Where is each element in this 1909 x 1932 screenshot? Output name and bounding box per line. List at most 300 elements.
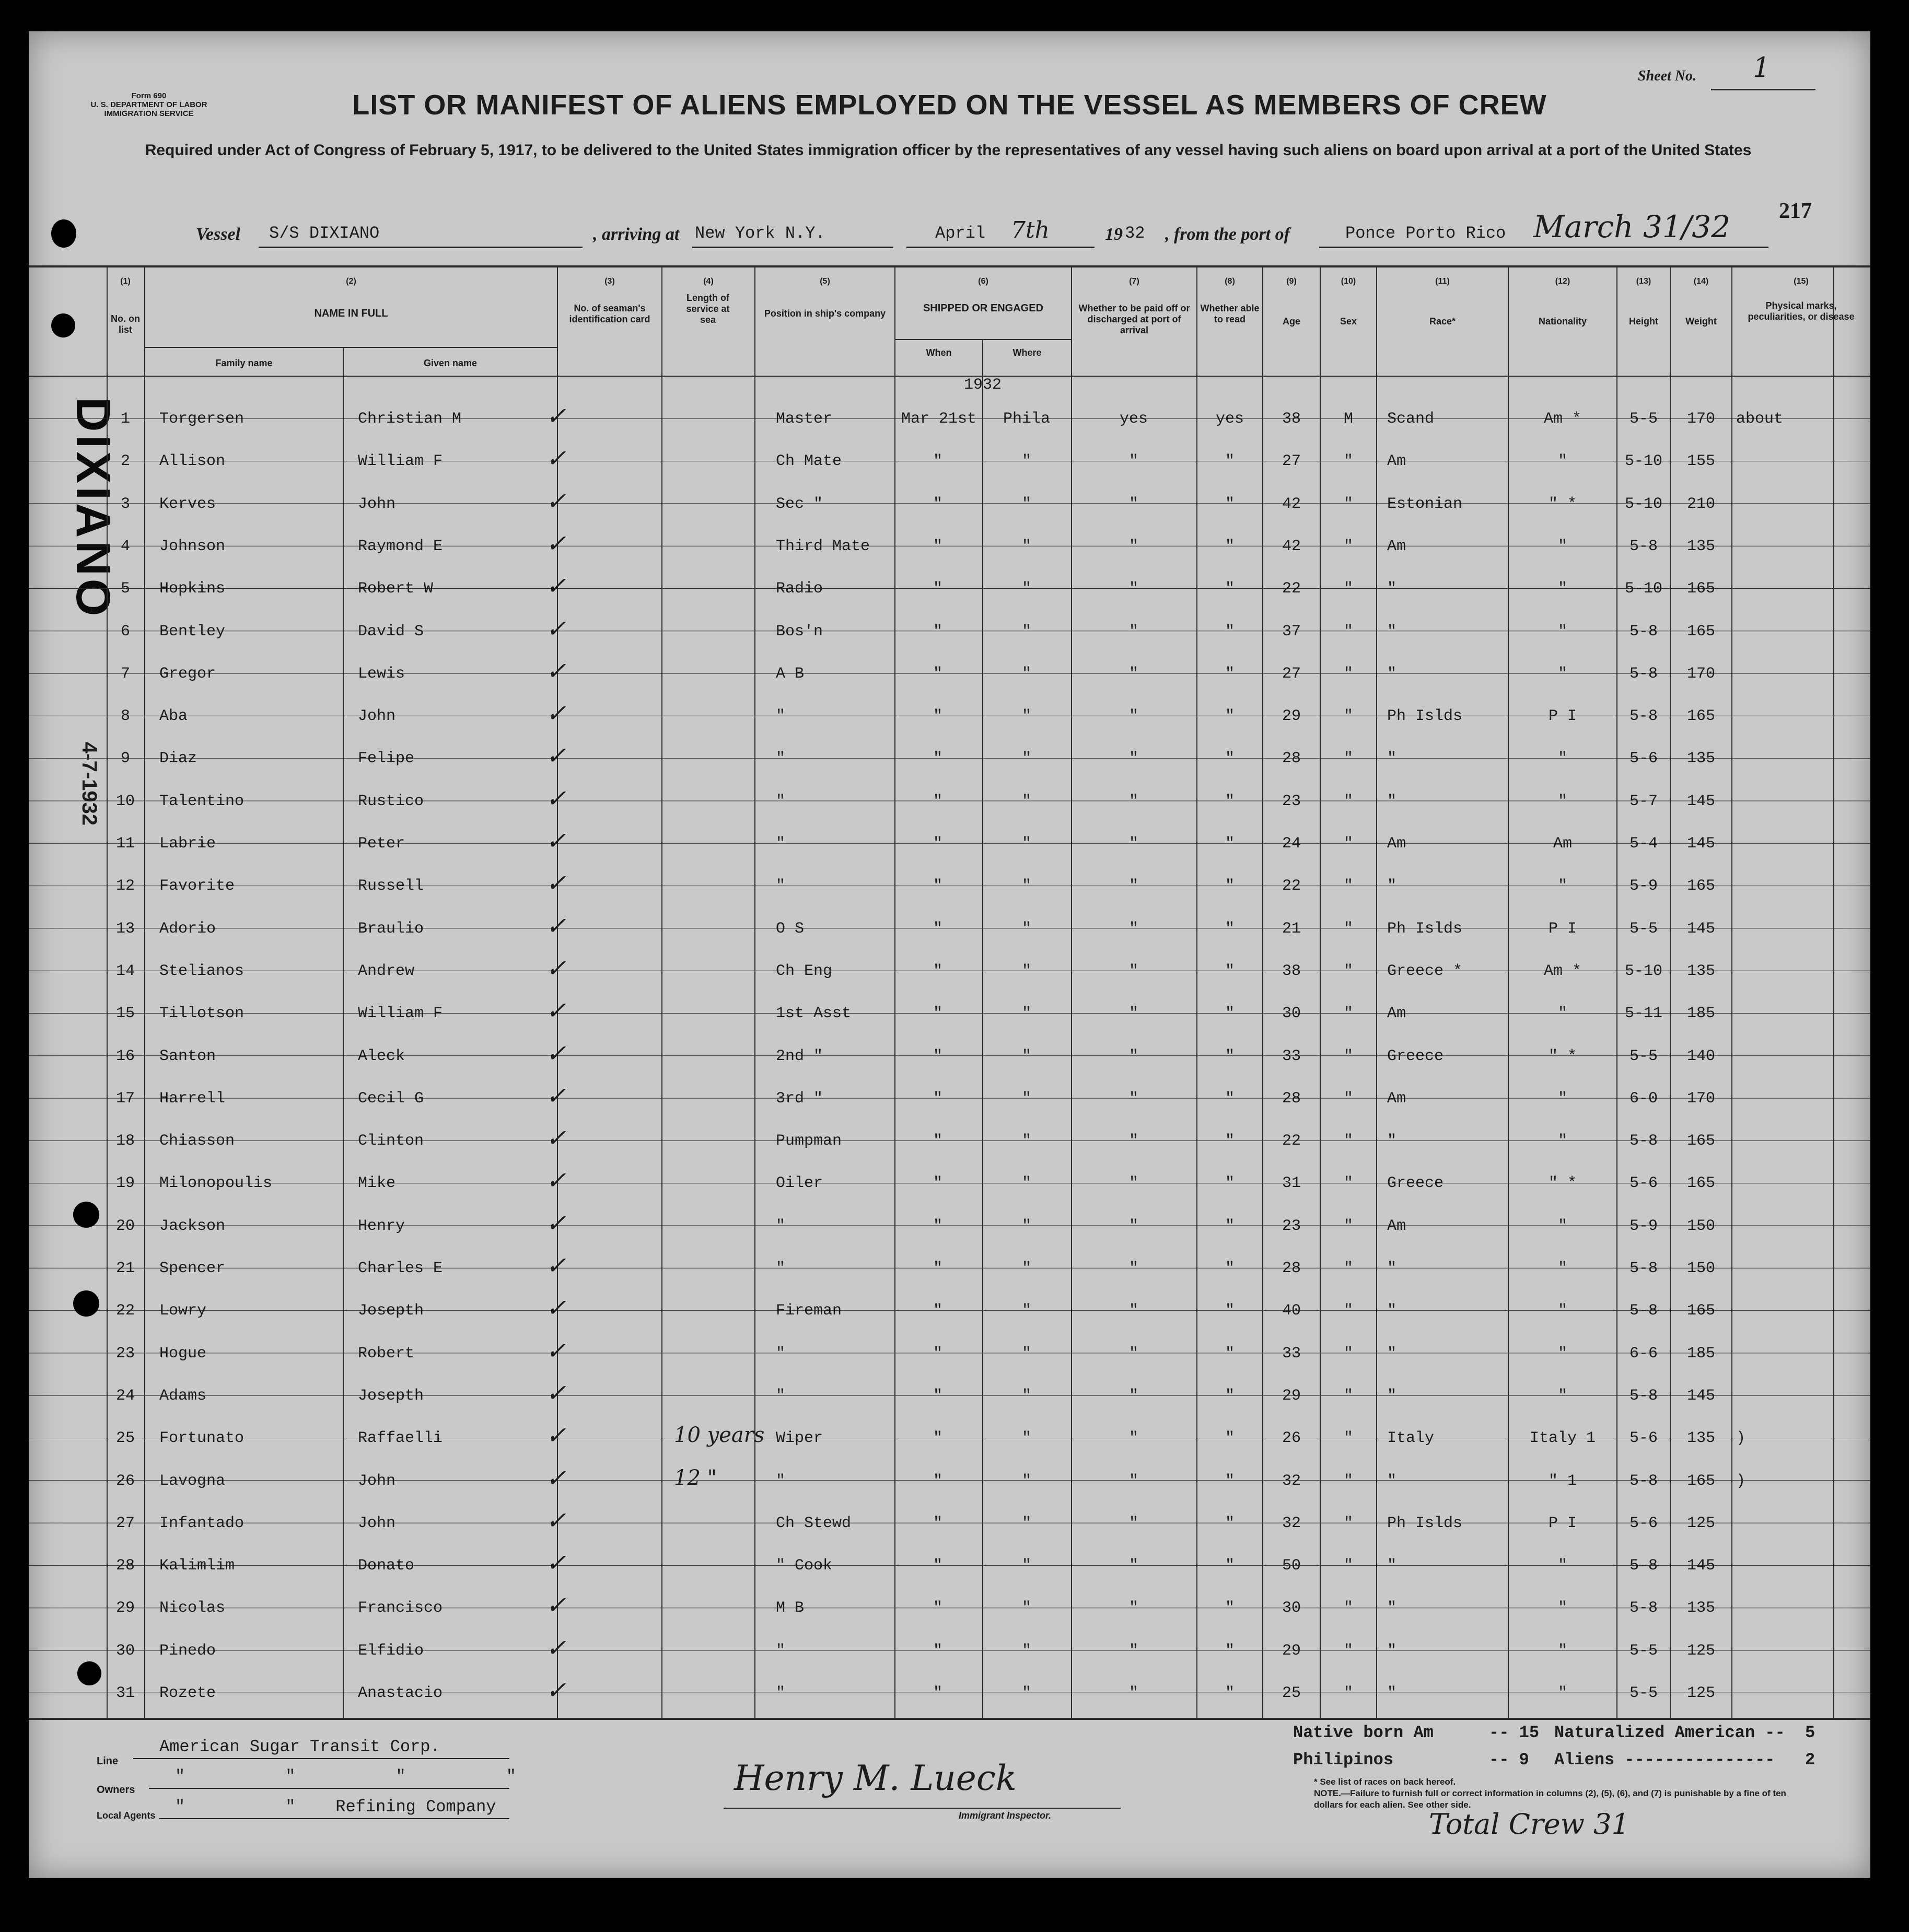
cell-race: Italy [1387,1429,1435,1448]
cell-read: " [1225,495,1235,513]
cell-weight: 165 [1686,1174,1715,1193]
cell-paid: " [1128,1132,1138,1150]
cell-weight: 125 [1686,1684,1715,1702]
cell-given: Donato [358,1557,415,1575]
check-mark-icon: ✓ [546,869,566,898]
cell-when: " [933,962,942,980]
cell-where: " [1021,750,1031,768]
cell-read: " [1225,1599,1235,1617]
cell-where: " [1021,1684,1031,1702]
cell-nat: " [1557,537,1567,555]
cell-position: " [776,1217,786,1235]
cell-where: " [1021,537,1031,555]
cell-age: 37 [1282,622,1301,641]
cell-no: 29 [115,1599,135,1617]
cell-given: David S [358,622,424,641]
header-id-card: No. of seaman's identification card [569,303,650,324]
cell-given: Russell [358,877,424,895]
cell-family: Torgersen [159,410,245,428]
from-port: Ponce Porto Rico [1345,224,1506,243]
cell-race: Am [1387,1089,1406,1108]
stamp-number: 217 [1779,199,1812,223]
cell-weight: 145 [1686,920,1715,938]
cell-when: " [933,1344,942,1363]
cell-race: " [1387,1642,1397,1660]
cell-race: Greece [1387,1174,1444,1193]
cell-age: 32 [1282,1514,1301,1532]
cell-family: Aba [159,707,188,726]
check-mark-icon: ✓ [546,1294,566,1322]
cell-where: " [1021,495,1031,513]
cell-when: " [933,665,942,683]
cell-nat: P I [1548,920,1577,938]
cell-where: " [1021,1302,1031,1320]
check-mark-icon: ✓ [546,656,566,685]
cell-family: Allison [159,452,226,471]
cell-height: 5-5 [1629,1684,1658,1702]
cell-age: 29 [1282,1387,1301,1405]
owners-rule [149,1788,509,1789]
cell-where: " [1021,835,1031,853]
summary-aliens-count: 2 [1805,1750,1815,1770]
side-date: 4-7-1932 [78,742,101,826]
cell-age: 40 [1282,1302,1301,1320]
line-label: Line [97,1755,119,1767]
line-rule [133,1758,509,1759]
cell-weight: 125 [1686,1514,1715,1532]
cell-where: " [1021,1260,1031,1277]
cell-when: " [933,1472,942,1490]
cell-nat: " [1557,1089,1567,1108]
cell-sex: " [1343,1047,1353,1065]
cell-read: " [1225,1684,1235,1702]
check-mark-icon: ✓ [546,996,566,1025]
col-num-9: (9) [1286,277,1297,286]
cell-when: " [933,537,942,555]
check-mark-icon: ✓ [546,1081,566,1110]
cell-given: John [358,1514,396,1532]
cell-age: 23 [1282,1217,1301,1235]
cell-where: " [1021,792,1031,810]
check-mark-icon: ✓ [546,1124,566,1153]
owners-label: Owners [97,1784,135,1796]
cell-paid: " [1128,835,1138,853]
cell-height: 6-6 [1629,1344,1658,1363]
check-mark-icon: ✓ [546,1208,566,1237]
cell-sex: " [1343,707,1353,726]
cell-family: Milonopoulis [159,1174,273,1193]
col-num-10: (10) [1341,277,1356,286]
header-where: Where [1012,347,1042,358]
cell-height: 5-8 [1629,1599,1658,1617]
cell-nat: " [1557,1684,1567,1702]
cell-given: John [358,707,396,726]
cell-read: " [1225,1387,1235,1405]
cell-read: " [1225,1260,1235,1277]
cell-weight: 165 [1686,707,1715,726]
cell-race: Am [1387,452,1406,471]
cell-where: " [1021,1344,1031,1363]
cell-sex: " [1343,1514,1353,1532]
cell-paid: " [1128,1684,1138,1702]
cell-position: Sec " [776,495,823,513]
cell-given: Cecil G [358,1089,424,1108]
cell-nat: " [1557,665,1567,683]
year-note: 1932 [964,376,1002,394]
cell-when: " [933,877,942,895]
cell-weight: 170 [1686,1089,1715,1108]
cell-given: Mike [358,1174,396,1193]
cell-sex: " [1343,835,1353,853]
cell-no: 6 [120,622,130,641]
col-num-8: (8) [1225,277,1235,286]
cell-nat: " [1557,1557,1567,1575]
check-mark-icon: ✓ [546,953,566,982]
cell-weight: 185 [1686,1344,1715,1363]
cell-family: Infantado [159,1514,245,1532]
cell-family: Favorite [159,877,235,895]
cell-read: " [1225,1514,1235,1532]
binder-hole [51,313,75,337]
cell-position: " [776,1387,786,1405]
cell-age: 38 [1282,410,1301,428]
side-stamp: DIXIANO [66,397,120,620]
cell-position: O S [776,920,805,938]
cell-position: Ch Eng [776,962,833,980]
cell-nat: Am * [1543,962,1581,980]
cell-nat: " [1557,877,1567,895]
cell-age: 21 [1282,920,1301,938]
cell-race: Ph Islds [1387,707,1463,726]
cell-no: 11 [115,835,135,853]
department: U. S. DEPARTMENT OF LABOR [90,100,207,109]
cell-where: " [1021,452,1031,471]
cell-read: " [1225,580,1235,598]
cell-given: Henry [358,1217,405,1235]
cell-paid: " [1128,707,1138,726]
cell-height: 5-4 [1629,835,1658,853]
cell-where: " [1021,1089,1031,1108]
cell-age: 28 [1282,1260,1301,1277]
cell-race: " [1387,792,1397,810]
header-sex: Sex [1340,316,1357,327]
cell-given: Anastacio [358,1684,443,1702]
cell-read: " [1225,920,1235,938]
check-mark-icon: ✓ [546,827,566,855]
header-shipped-engaged: SHIPPED OR ENGAGED [923,302,1044,314]
cell-marks: ) [1736,1429,1746,1448]
cell-no: 14 [115,962,135,980]
cell-given: John [358,495,396,513]
summary-philipinos-count: -- 9 [1489,1750,1529,1770]
cell-age: 28 [1282,1089,1301,1108]
cell-nat: " * [1548,1174,1577,1193]
cell-age: 30 [1282,1599,1301,1617]
binder-hole [77,1661,101,1685]
cell-sex: " [1343,580,1353,598]
cell-where: " [1021,1005,1031,1023]
check-mark-icon: ✓ [546,1336,566,1365]
cell-age: 42 [1282,495,1301,513]
header-physical-marks: Physical marks, peculiarities, or disease [1748,300,1855,322]
cell-sex: " [1343,920,1353,938]
cell-no: 1 [120,410,130,428]
col-num-5: (5) [820,277,830,286]
cell-position: 3rd " [776,1089,823,1108]
cell-paid: " [1128,1089,1138,1108]
cell-sex: " [1343,537,1353,555]
cell-position: Oiler [776,1174,823,1193]
cell-height: 5-7 [1629,792,1658,810]
cell-nat: " [1557,1132,1567,1150]
cell-race: Am [1387,1005,1406,1023]
summary-naturalized-count: 5 [1805,1723,1815,1742]
cell-position: Ch Stewd [776,1514,852,1532]
cell-read: " [1225,1429,1235,1448]
cell-given: Rustico [358,792,424,810]
cell-age: 31 [1282,1174,1301,1193]
cell-position: " Cook [776,1557,833,1575]
cell-age: 30 [1282,1005,1301,1023]
cell-where: " [1021,1599,1031,1617]
cell-nat: " [1557,1260,1567,1277]
check-mark-icon: ✓ [546,402,566,430]
cell-when: Mar 21st [901,410,977,428]
cell-weight: 135 [1686,537,1715,555]
cell-age: 29 [1282,1642,1301,1660]
cell-weight: 145 [1686,792,1715,810]
cell-position: " [776,835,786,853]
cell-position: A B [776,665,805,683]
cell-no: 10 [115,792,135,810]
col-num-15: (15) [1794,277,1809,286]
cell-age: 28 [1282,750,1301,768]
cell-where: " [1021,1174,1031,1193]
cell-when: " [933,495,942,513]
binder-hole [73,1290,99,1317]
cell-age: 22 [1282,877,1301,895]
cell-weight: 170 [1686,665,1715,683]
agents-rule [159,1818,509,1819]
cell-where: " [1021,1557,1031,1575]
cell-no: 4 [120,537,130,555]
summary-aliens-label: Aliens --------------- [1554,1750,1775,1770]
cell-weight: 135 [1686,1599,1715,1617]
cell-no: 9 [120,750,130,768]
check-mark-icon: ✓ [546,1166,566,1195]
header-race: Race* [1429,316,1456,327]
cell-sex: " [1343,1174,1353,1193]
cell-no: 23 [115,1344,135,1363]
cell-when: " [933,1429,942,1448]
cell-given: Robert W [358,580,434,598]
cell-sex: " [1343,1302,1353,1320]
cell-read: " [1225,750,1235,768]
cell-where: " [1021,1132,1031,1150]
cell-when: " [933,707,942,726]
cell-family: Lavogna [159,1472,226,1490]
col-num-2: (2) [346,277,356,286]
cell-race: Am [1387,1217,1406,1235]
cell-family: Bentley [159,622,226,641]
cell-position: Third Mate [776,537,870,555]
cell-sex: " [1343,962,1353,980]
cell-height: 5-10 [1624,495,1662,513]
check-mark-icon: ✓ [546,1378,566,1407]
cell-when: " [933,792,942,810]
cell-sex: " [1343,1557,1353,1575]
col-num-6: (6) [978,277,988,286]
cell-paid: " [1128,920,1138,938]
cell-nat: Am * [1543,410,1581,428]
inspector-signature: Henry M. Lueck [734,1758,1017,1798]
cell-nat: " [1557,750,1567,768]
cell-position: Fireman [776,1302,842,1320]
cell-no: 3 [120,495,130,513]
cell-nat: " [1557,1599,1567,1617]
header-weight: Weight [1685,316,1717,327]
summary-native-label: Native born Am [1293,1723,1434,1742]
cell-no: 24 [115,1387,135,1405]
cell-paid: " [1128,580,1138,598]
cell-height: 5-8 [1629,537,1658,555]
cell-no: 28 [115,1557,135,1575]
cell-no: 21 [115,1260,135,1277]
col-num-13: (13) [1636,277,1651,286]
cell-paid: " [1128,1599,1138,1617]
cell-age: 23 [1282,792,1301,810]
cell-when: " [933,835,942,853]
col-num-1: (1) [120,277,131,286]
cell-height: 5-6 [1629,1174,1658,1193]
cell-weight: 165 [1686,1472,1715,1490]
arrival-month: April [935,224,986,243]
header-when: When [926,347,952,358]
cell-family: Lowry [159,1302,207,1320]
cell-read: " [1225,1132,1235,1150]
cell-weight: 165 [1686,580,1715,598]
cell-position: Bos'n [776,622,823,641]
cell-nat: " [1557,1387,1567,1405]
cell-given: Peter [358,835,405,853]
cell-race: Scand [1387,410,1435,428]
cell-read: " [1225,1557,1235,1575]
cell-weight: 125 [1686,1642,1715,1660]
cell-paid: " [1128,1302,1138,1320]
cell-when: " [933,622,942,641]
cell-paid: " [1128,1642,1138,1660]
cell-read: " [1225,452,1235,471]
cell-family: Pinedo [159,1642,216,1660]
arrival-day: 7th [1011,217,1050,243]
cell-no: 19 [115,1174,135,1193]
cell-paid: " [1128,962,1138,980]
cell-paid: " [1128,665,1138,683]
cell-age: 33 [1282,1344,1301,1363]
cell-given: Clinton [358,1132,424,1150]
cell-paid: " [1128,1174,1138,1193]
cell-age: 27 [1282,452,1301,471]
cell-height: 5-8 [1629,1302,1658,1320]
cell-paid: " [1128,1260,1138,1277]
cell-sex: M [1343,410,1353,428]
cell-read: " [1225,665,1235,683]
line-value: American Sugar Transit Corp. [159,1737,440,1756]
cell-position: " [776,1684,786,1702]
check-mark-icon: ✓ [546,1506,566,1534]
cell-position: Ch Mate [776,452,842,471]
check-mark-icon: ✓ [546,699,566,728]
cell-nat: " * [1548,1047,1577,1065]
cell-read: " [1225,1005,1235,1023]
cell-paid: " [1128,1472,1138,1490]
cell-height: 5-8 [1629,1260,1658,1277]
cell-age: 50 [1282,1557,1301,1575]
cell-service: 10 years [674,1423,765,1448]
cell-paid: " [1128,495,1138,513]
cell-family: Tillotson [159,1005,245,1023]
cell-nat: " [1557,1344,1567,1363]
cell-weight: 135 [1686,750,1715,768]
arriving-port: New York N.Y. [695,224,825,243]
cell-nat: " [1557,580,1567,598]
cell-no: 18 [115,1132,135,1150]
cell-height: 5-8 [1629,665,1658,683]
cell-weight: 165 [1686,622,1715,641]
cell-read: " [1225,1174,1235,1193]
cell-family: Fortunato [159,1429,245,1448]
cell-family: Spencer [159,1260,226,1277]
cell-family: Kalimlim [159,1557,235,1575]
cell-family: Harrell [159,1089,226,1108]
cell-read: " [1225,1344,1235,1363]
cell-when: " [933,920,942,938]
vessel-label: Vessel [196,225,240,244]
cell-position: 1st Asst [776,1005,852,1023]
cell-given: Robert [358,1344,415,1363]
cell-where: " [1021,1047,1031,1065]
cell-paid: " [1128,1005,1138,1023]
cell-no: 17 [115,1089,135,1108]
cell-position: " [776,792,786,810]
header-length-service: Length of service at sea [686,293,730,325]
summary-native-count: -- 15 [1489,1723,1540,1742]
cell-weight: 165 [1686,1302,1715,1320]
cell-paid: " [1128,1344,1138,1363]
cell-read: " [1225,962,1235,980]
cell-read: " [1225,877,1235,895]
cell-no: 27 [115,1514,135,1532]
col-num-12: (12) [1555,277,1570,286]
service: IMMIGRATION SERVICE [104,109,194,118]
cell-nat: Am [1553,835,1572,853]
cell-height: 5-10 [1624,962,1662,980]
cell-position: Radio [776,580,823,598]
cell-weight: 155 [1686,452,1715,471]
cell-paid: " [1128,877,1138,895]
cell-no: 15 [115,1005,135,1023]
cell-weight: 150 [1686,1217,1715,1235]
cell-nat: " [1557,1642,1567,1660]
cell-marks: ) [1736,1472,1746,1490]
cell-given: Aleck [358,1047,405,1065]
cell-no: 7 [120,665,130,683]
cell-height: 5-8 [1629,622,1658,641]
cell-given: Christian M [358,410,462,428]
cell-height: 5-6 [1629,750,1658,768]
from-port-label: , from the port of [1165,225,1290,244]
cell-no: 31 [115,1684,135,1702]
